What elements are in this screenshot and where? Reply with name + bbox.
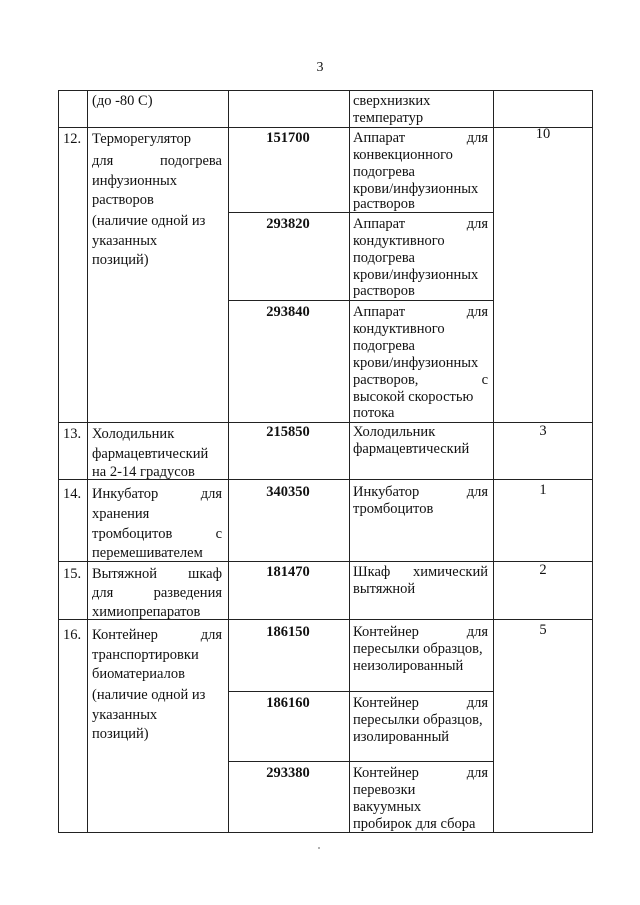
equipment-name-line: для разведения xyxy=(92,585,222,601)
table-border-line xyxy=(592,90,593,833)
equipment-name-line: биоматериалов xyxy=(92,666,185,682)
table-border-line xyxy=(228,300,493,301)
item-code: 186150 xyxy=(266,624,310,640)
equipment-name-line: тромбоцитов с xyxy=(92,526,222,542)
equipment-name-line: указанных xyxy=(92,707,158,723)
equipment-name-line: позиций) xyxy=(92,726,149,742)
equipment-name-line: Инкубатор для xyxy=(92,486,222,502)
item-description-line: пробирок для сбора xyxy=(353,816,476,832)
item-code: 293840 xyxy=(266,304,310,320)
item-code: 181470 xyxy=(266,564,310,580)
row-number: 12. xyxy=(63,131,82,147)
equipment-name-line: Вытяжной шкаф xyxy=(92,566,222,582)
item-description-line: растворов, с xyxy=(353,372,488,388)
item-quantity: 5 xyxy=(539,622,547,638)
item-description-line: пересылки образцов, xyxy=(353,641,483,657)
item-description-line: Аппарат для xyxy=(353,130,488,146)
item-description-line: крови/инфузионных xyxy=(353,355,479,371)
equipment-name-line: транспортировки xyxy=(92,647,199,663)
item-description-line: неизолированный xyxy=(353,658,464,674)
item-description-line: фармацевтический xyxy=(353,441,470,457)
item-description-line: пересылки образцов, xyxy=(353,712,483,728)
item-description-line: Аппарат для xyxy=(353,304,488,320)
item-description-line: крови/инфузионных xyxy=(353,181,479,197)
table-border-line xyxy=(58,90,593,91)
table-border-line xyxy=(58,832,593,833)
item-description-line: сверхнизких xyxy=(353,93,431,109)
item-code: 293380 xyxy=(266,765,310,781)
item-description-line: Холодильник xyxy=(353,424,436,440)
item-description-line: изолированный xyxy=(353,729,450,745)
equipment-name-line: растворов xyxy=(92,192,154,208)
equipment-name-line: хранения xyxy=(92,506,150,522)
item-description-line: Контейнер для xyxy=(353,624,488,640)
item-quantity: 1 xyxy=(539,482,547,498)
item-description-line: кондуктивного xyxy=(353,321,445,337)
equipment-name-line: для подогрева xyxy=(92,153,222,169)
item-description-line: Шкаф химический xyxy=(353,564,488,580)
item-code: 215850 xyxy=(266,424,310,440)
equipment-name-line: (до -80 С) xyxy=(92,93,153,109)
item-code: 340350 xyxy=(266,484,310,500)
equipment-name-line: химиопрепаратов xyxy=(92,604,201,620)
row-number: 13. xyxy=(63,426,82,442)
item-description-line: крови/инфузионных xyxy=(353,267,479,283)
item-description-line: Контейнер для xyxy=(353,695,488,711)
item-description-line: потока xyxy=(353,405,395,421)
table-border-line xyxy=(493,90,494,833)
item-description-line: высокой скоростью xyxy=(353,389,474,405)
item-description-line: перевозки xyxy=(353,782,416,798)
equipment-name-line: Контейнер для xyxy=(92,627,222,643)
item-description-line: кондуктивного xyxy=(353,233,445,249)
item-description-line: вакуумных xyxy=(353,799,422,815)
equipment-name-line: (наличие одной из xyxy=(92,687,206,703)
item-code: 293820 xyxy=(266,216,310,232)
item-description-line: подогрева xyxy=(353,250,415,266)
row-number: 14. xyxy=(63,486,82,502)
equipment-name-line: перемешивателем xyxy=(92,545,203,561)
item-quantity: 10 xyxy=(535,126,551,142)
item-quantity: 3 xyxy=(539,423,547,439)
equipment-name-line: (наличие одной из xyxy=(92,213,206,229)
item-description-line: температур xyxy=(353,110,424,126)
item-code: 151700 xyxy=(266,130,310,146)
equipment-name-line: позиций) xyxy=(92,252,149,268)
item-description-line: вытяжной xyxy=(353,581,416,597)
row-number: 16. xyxy=(63,627,82,643)
item-code: 186160 xyxy=(266,695,310,711)
item-description-line: тромбоцитов xyxy=(353,501,434,517)
item-description-line: конвекционного xyxy=(353,147,453,163)
equipment-name-line: Терморегулятор xyxy=(92,131,191,147)
item-description-line: Инкубатор для xyxy=(353,484,488,500)
equipment-name-line: на 2-14 градусов xyxy=(92,464,195,480)
item-quantity: 2 xyxy=(539,562,547,578)
item-description-line: Контейнер для xyxy=(353,765,488,781)
item-description-line: растворов xyxy=(353,283,415,299)
row-number: 15. xyxy=(63,566,82,582)
equipment-name-line: инфузионных xyxy=(92,173,178,189)
item-description-line: подогрева xyxy=(353,338,415,354)
table-border-line xyxy=(228,691,493,692)
scan-speck xyxy=(318,847,320,849)
table-border-line xyxy=(349,90,350,833)
item-description-line: Аппарат для xyxy=(353,216,488,232)
equipment-name-line: фармацевтический xyxy=(92,446,209,462)
table-border-line xyxy=(228,90,229,833)
table-border-line xyxy=(228,761,493,762)
equipment-name-line: Холодильник xyxy=(92,426,175,442)
table-border-line xyxy=(58,90,59,833)
item-description-line: подогрева xyxy=(353,164,415,180)
equipment-name-line: указанных xyxy=(92,233,158,249)
table-border-line xyxy=(87,90,88,833)
item-description-line: растворов xyxy=(353,196,415,212)
page-number: 3 xyxy=(316,60,324,75)
